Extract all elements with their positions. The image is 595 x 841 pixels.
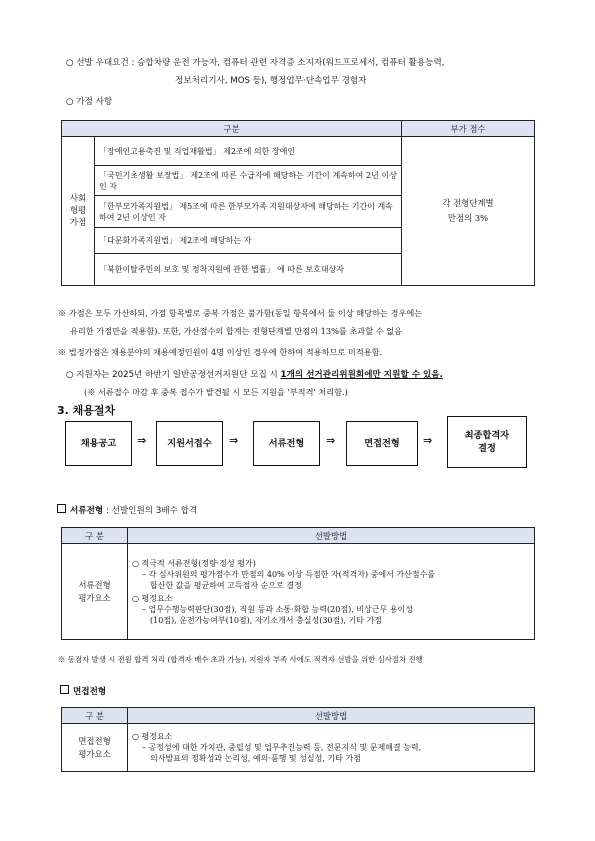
document-method-line: 합산한 값을 평균하여 고득점자 순으로 결정 <box>150 580 302 590</box>
document-screening-note: ※ 동점자 발생 시 전원 합격 처리 (합격자 배수 초과 가능), 지원자 부족 사에도 적격자 선발을 위한 심사절차 진행 <box>58 655 423 664</box>
interview-method-cell <box>128 724 535 772</box>
section-title-recruitment-process: 3. 채용절차 <box>57 404 116 417</box>
document-method-cell <box>128 544 535 640</box>
document-screening-heading-rest: : 선발인원의 3배수 합격 <box>103 506 198 516</box>
applicant-rule-emphasis: 1개의 선거관리위원회에만 지원할 수 있음. <box>280 370 443 380</box>
document-header-category: 구 분 <box>62 528 128 544</box>
bonus-points-table <box>61 120 535 286</box>
interview-method-line: 의사발표의 정확성과 논리성, 예의·품행 및 성실성, 기타 가점 <box>150 754 361 763</box>
step-label: 최종합격자 결정 <box>464 430 510 454</box>
bonus-item: 「장애인고용촉진 및 직업재활법」 제2조에 의한 장애인 <box>95 137 402 166</box>
bonus-item: 「다문화가족지원법」 제2조에 해당하는 자 <box>95 228 402 254</box>
applicant-rule-sub: (※ 서류접수 마감 후 중복 접수가 발견될 시 모든 지원을 '부적격' 처리함.) <box>84 387 348 397</box>
bonus-score-line-2: 만점의 3% <box>447 213 489 223</box>
step-label: 면접전형 <box>364 438 400 449</box>
bonus-score-line-1: 각 전형단계별 <box>442 198 494 208</box>
square-bullet-icon <box>60 685 69 694</box>
arrow-icon: ⇒ <box>137 434 147 447</box>
step-box-announcement <box>65 421 132 466</box>
step-box-application <box>156 421 223 466</box>
step-label: 지원서접수 <box>167 438 212 449</box>
bonus-header-score: 부가 점수 <box>402 121 535 137</box>
interview-heading-text: 면접전형 <box>73 687 107 697</box>
document-screening-heading <box>57 504 197 517</box>
arrow-icon: ⇒ <box>423 434 433 447</box>
preference-line-2: 정보처리기사, MOS 등), 행정업무·단속업무 경험자 <box>175 76 367 86</box>
document-method-line: – 업무수행능력판단(30점), 직원 등과 소통·화합 능력(20점), 비상근무 용이성 <box>142 604 413 614</box>
bonus-score-cell <box>402 137 535 286</box>
interview-row-label: 면접전형 평가요소 <box>62 724 128 772</box>
interview-table <box>61 707 535 772</box>
document-method-line: (10점), 운전가능여부(10점), 자기소개서 충실성(30점), 기타 가점 <box>150 615 382 625</box>
document-method-line: ○ 평정요소 <box>132 593 173 603</box>
interview-heading <box>60 685 106 698</box>
step-box-interview <box>346 421 418 466</box>
interview-method-line: ○ 평정요소 <box>132 732 173 741</box>
bonus-header-category: 구분 <box>62 121 402 137</box>
note-bonus-line-2: 유리한 가점만을 적용함). 또한, 가산점수의 합계는 전형단계별 만점의 13%를 초과할 수 없음 <box>70 326 403 336</box>
bonus-item: 「북한이탈주민의 보호 및 정착지원에 관한 법률」 에 따른 보호대상자 <box>95 254 402 286</box>
document-method-line: – 각 심사위원의 평가점수가 만점의 40% 이상 득점한 자(적격자) 중에서 가산점수를 <box>142 569 436 579</box>
interview-method-line: – 공정성에 대한 가치관, 중립성 및 업무추진능력 등, 전문지식 및 문제해결 능력, <box>142 743 422 752</box>
document-header-method: 선발방법 <box>128 528 535 544</box>
note-legal-bonus: ※ 법정가점은 채용분야의 채용예정인원이 4명 이상인 경우에 한하여 적용하므로 미적용함. <box>58 347 383 357</box>
bonus-row-label: 사회 형평 가점 <box>62 137 95 286</box>
bonus-heading: ○ 가점 사항 <box>66 97 113 107</box>
square-bullet-icon <box>57 504 66 513</box>
step-box-final-decision <box>447 416 527 468</box>
document-row-label: 서류전형 평가요소 <box>62 544 128 640</box>
arrow-icon: ⇒ <box>229 434 239 447</box>
preference-line-1: ○ 선발 우대요건 : 승합차량 운전 가능자, 컴퓨터 관련 자격증 소지자(워드프로세서, 컴퓨터 활용능력, <box>66 58 445 68</box>
document-screening-table <box>61 527 535 640</box>
arrow-icon: ⇒ <box>326 434 336 447</box>
applicant-rule <box>66 369 556 381</box>
step-label: 서류전형 <box>268 438 305 449</box>
interview-header-category: 구 분 <box>62 708 128 724</box>
document-screening-heading-bold: 서류전형 <box>70 506 104 516</box>
note-bonus-line-1: ※ 가점은 모두 가산하되, 가점 항목별로 중복 가점은 불가함(동일 항목에서 둘 이상 해당하는 경우에는 <box>58 308 423 318</box>
applicant-rule-text: ○ 지원자는 2025년 하반기 일반공정선거지원단 모집 시 <box>66 370 281 380</box>
document-method-line: ○ 적극적 서류전형(정량·정성 평가) <box>132 558 256 568</box>
step-label: 채용공고 <box>80 438 117 449</box>
bonus-item: 「한부모가족지원법」 제5조에 따른 한부모가족 지원대상자에 해당하는 기간이 계속하여 2년 이상인 자 <box>95 196 402 228</box>
bonus-item: 「국민기초생활 보장법」 제2조에 따른 수급자에 해당하는 기간이 계속하여 2년 이상인 자 <box>95 166 402 196</box>
step-box-document-screening <box>253 421 320 466</box>
interview-header-method: 선발방법 <box>128 708 535 724</box>
